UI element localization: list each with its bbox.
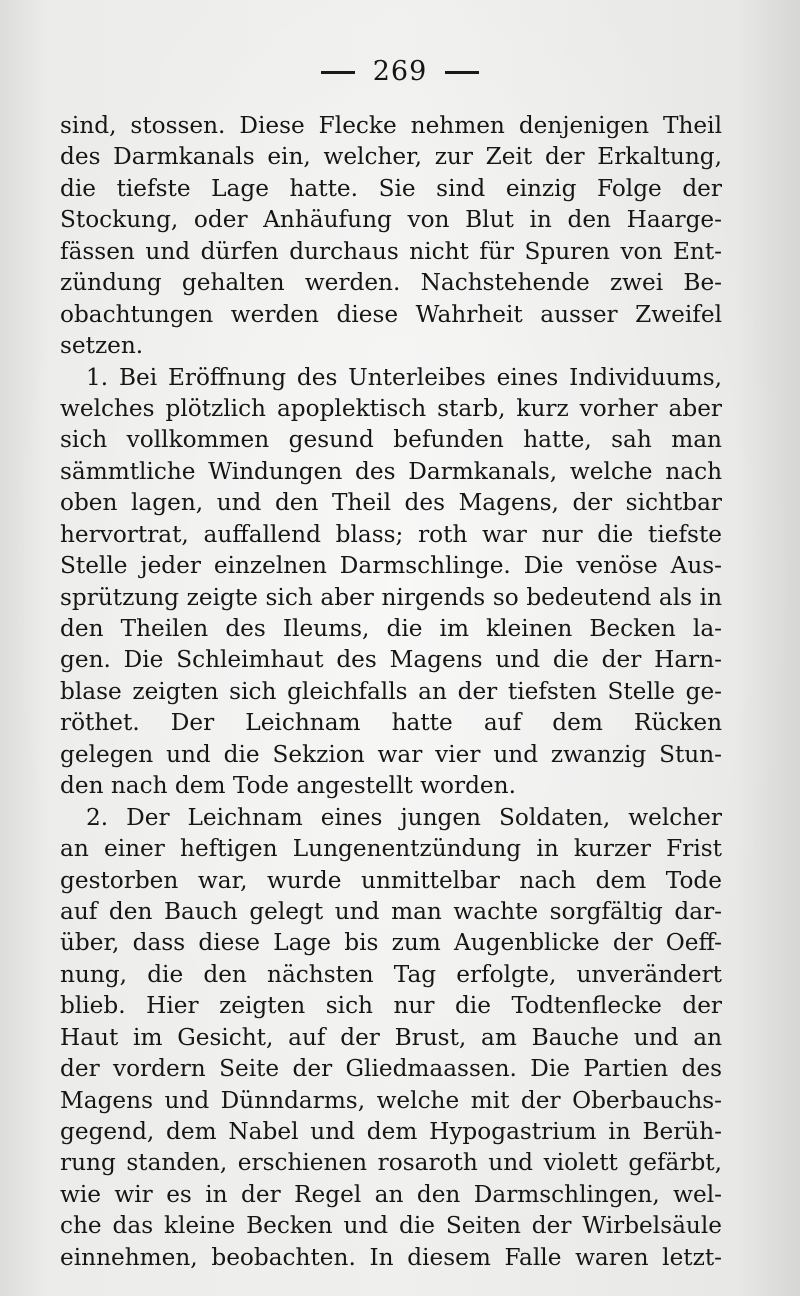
text-line: einnehmen, beobachten. In diesem Falle waren letzt- (60, 1243, 722, 1271)
text-line: blase zeigten sich gleichfalls an der tiefsten Stelle ge- (60, 677, 722, 705)
header-dash-left (321, 71, 355, 74)
text-line: sind, stossen. Diese Flecke nehmen denjenigen Theil (60, 112, 722, 139)
text-line: sämmtliche Windungen des Darmkanals, welche nach (60, 457, 722, 485)
text-line: die tiefste Lage hatte. Sie sind einzig Folge der (60, 174, 722, 202)
text-line: den Theilen des Ileums, die im kleinen Becken la- (60, 615, 722, 642)
text-line: auf den Bauch gelegt und man wachte sorgfältig dar- (60, 897, 722, 925)
page-number: 269 (372, 56, 428, 87)
text-line: 1. Bei Eröffnung des Unterleibes eines Individuums, (86, 363, 722, 391)
text-line: Stelle jeder einzelnen Darmschlinge. Die venöse Aus- (60, 552, 722, 580)
text-line: welches plötzlich apoplektisch starb, kurz vorher aber (60, 394, 722, 422)
text-line: fässen und dürfen durchaus nicht für Spuren von Ent- (60, 237, 722, 265)
body-text (60, 110, 722, 1273)
text-line: den nach dem Tode angestellt worden. (60, 772, 516, 800)
text-line: Magens und Dünndarms, welche mit der Oberbauchs- (60, 1086, 722, 1114)
text-line: wie wir es in der Regel an den Darmschlingen, wel- (60, 1180, 722, 1208)
text-line: des Darmkanals ein, welcher, zur Zeit der Erkaltung, (60, 143, 722, 171)
text-line: gen. Die Schleimhaut des Magens und die der Harn- (60, 646, 722, 674)
text-line: gegend, dem Nabel und dem Hypogastrium in Berüh- (60, 1118, 722, 1145)
page-header (0, 56, 800, 87)
text-line: röthet. Der Leichnam hatte auf dem Rücken (60, 709, 722, 737)
text-line: nung, die den nächsten Tag erfolgte, unverändert (60, 960, 722, 988)
text-line: Stockung, oder Anhäufung von Blut in den Haarge- (60, 206, 722, 234)
text-line: oben lagen, und den Theil des Magens, der sichtbar (60, 489, 722, 517)
text-line: Haut im Gesicht, auf der Brust, am Bauche und an (60, 1023, 722, 1051)
text-line: der vordern Seite der Gliedmaassen. Die Partien des (60, 1055, 722, 1083)
text-line: hervortrat, auffallend blass; roth war nur die tiefste (60, 520, 722, 548)
text-line: gelegen und die Sekzion war vier und zwanzig Stun- (60, 740, 722, 768)
text-line: 2. Der Leichnam eines jungen Soldaten, welcher (86, 803, 722, 831)
text-line: sprützung zeigte sich aber nirgends so bedeutend als in (60, 583, 722, 611)
text-line: obachtungen werden diese Wahrheit ausser Zweifel (60, 300, 722, 328)
text-line: zündung gehalten werden. Nachstehende zwei Be- (60, 269, 722, 297)
text-line: che das kleine Becken und die Seiten der Wirbelsäule (60, 1212, 722, 1240)
header-dash-right (445, 71, 479, 74)
text-line: rung standen, erschienen rosaroth und violett gefärbt, (60, 1149, 722, 1177)
text-line: sich vollkommen gesund befunden hatte, sah man (60, 426, 722, 454)
text-line: an einer heftigen Lungenentzündung in kurzer Frist (60, 835, 722, 863)
text-line: blieb. Hier zeigten sich nur die Todtenflecke der (60, 992, 722, 1020)
text-line: setzen. (60, 332, 144, 360)
text-line: gestorben war, wurde unmittelbar nach dem Tode (60, 866, 722, 894)
text-line: über, dass diese Lage bis zum Augenblicke der Oeff- (60, 929, 722, 957)
